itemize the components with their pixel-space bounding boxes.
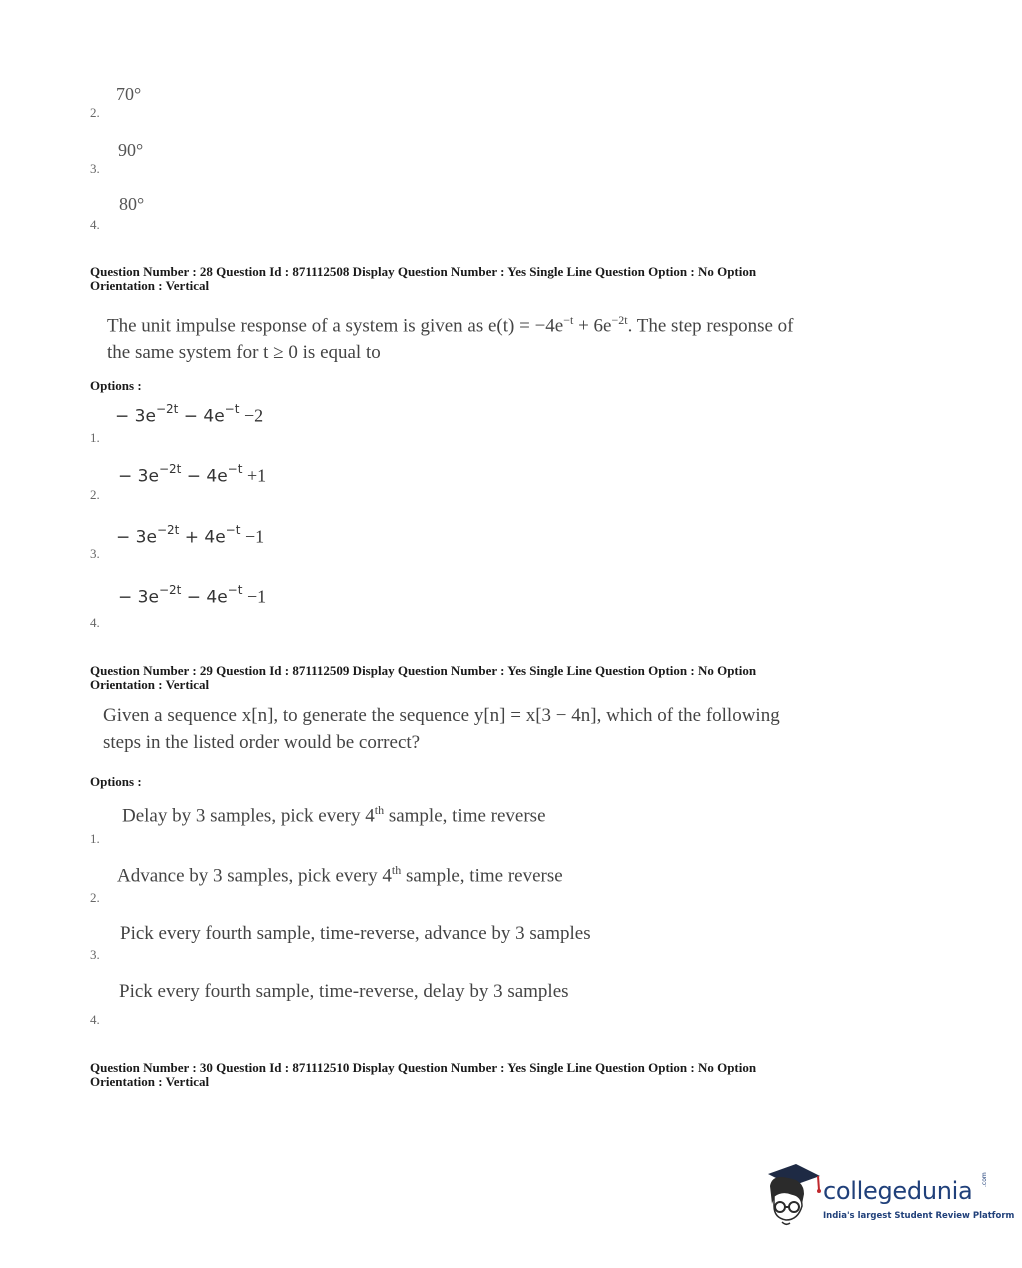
- logo-wordmark: collegedunia: [823, 1177, 973, 1205]
- q28-option-2-number: 2.: [90, 487, 100, 502]
- option-text: sample, time reverse: [401, 865, 563, 887]
- option-exponent: −t: [224, 402, 240, 416]
- option-text: Advance by 3 samples, pick every 4: [117, 865, 392, 887]
- q29-option-2: [117, 863, 563, 887]
- q29-option-1: [122, 803, 546, 827]
- option-term: − 4e: [178, 406, 225, 427]
- option-term: − 3e: [116, 527, 157, 548]
- prev-option-3-number: 3.: [90, 161, 100, 176]
- prev-option-4-value: 80°: [119, 194, 145, 214]
- q28-option-4: [118, 585, 266, 608]
- prev-option-3-value: 90°: [118, 140, 144, 160]
- q28-option-1: [115, 404, 263, 427]
- option-exponent: −2t: [156, 523, 180, 537]
- prev-option-2-value: 70°: [116, 84, 142, 104]
- q28-text-part: The unit impulse response of a system is given as e(t) = −4e: [107, 315, 564, 337]
- q28-exponent-1: −t: [563, 313, 574, 327]
- q29-text-line1: Given a sequence x[n], to generate the sequence y[n] = x[3 − 4n], which of the following: [103, 705, 780, 726]
- q28-option-4-number: 4.: [90, 615, 100, 630]
- option-term: − 3e: [118, 587, 159, 608]
- q28-header-line1: Question Number : 28 Question Id : 871112508 Display Question Number : Yes Single Line Question Option : No Option: [90, 264, 757, 279]
- q29-option-2-number: 2.: [90, 890, 100, 905]
- option-term: −1: [240, 526, 265, 547]
- q28-option-3: [116, 525, 264, 548]
- prev-option-2-number: 2.: [90, 105, 100, 120]
- logo-suffix: .com: [981, 1172, 988, 1187]
- q29-option-1-number: 1.: [90, 831, 100, 846]
- q29-header: [90, 664, 890, 692]
- q29-option-4-number: 4.: [90, 1012, 100, 1027]
- q29-question-text: [103, 702, 923, 756]
- option-exponent: −2t: [158, 583, 182, 597]
- q29-header-line1: Question Number : 29 Question Id : 871112509 Display Question Number : Yes Single Line Question Option : No Option: [90, 663, 757, 678]
- option-exponent: −2t: [155, 402, 179, 416]
- q28-text-part: + 6e: [573, 315, 612, 337]
- option-exponent: −t: [227, 462, 243, 476]
- option-term: − 3e: [118, 466, 159, 487]
- q28-header: [90, 265, 890, 293]
- option-exponent: −t: [227, 583, 243, 597]
- q28-option-1-number: 1.: [90, 430, 100, 445]
- option-superscript: th: [374, 803, 385, 817]
- option-term: − 4e: [181, 587, 228, 608]
- option-term: +1: [242, 465, 267, 486]
- option-text: Delay by 3 samples, pick every 4: [122, 805, 375, 827]
- option-term: −2: [239, 405, 264, 426]
- q29-header-line2: Orientation : Vertical: [90, 677, 210, 692]
- option-text: Pick every fourth sample, time-reverse, delay by 3 samples: [119, 981, 569, 1002]
- option-text: Pick every fourth sample, time-reverse, advance by 3 samples: [120, 923, 591, 944]
- option-term: + 4e: [179, 527, 226, 548]
- prev-option-4-number: 4.: [90, 217, 100, 232]
- q28-text-line1: [107, 307, 927, 339]
- q28-exponent-2: −2t: [611, 313, 628, 327]
- q30-header-line1: Question Number : 30 Question Id : 871112510 Display Question Number : Yes Single Line Question Option : No Option: [90, 1060, 757, 1075]
- option-exponent: −2t: [158, 462, 182, 476]
- logo-tagline: India's largest Student Review Platform: [823, 1211, 1015, 1221]
- q29-option-4: [119, 981, 569, 1003]
- q28-header-line2: Orientation : Vertical: [90, 278, 210, 293]
- q28-question-text: [107, 307, 927, 366]
- student-mascot-icon: [762, 1160, 822, 1230]
- q29-text-line2: steps in the listed order would be correct?: [103, 732, 421, 753]
- q28-options-label: Options :: [90, 378, 142, 393]
- option-text: sample, time reverse: [384, 805, 546, 827]
- option-superscript: th: [391, 863, 402, 877]
- q28-text-line2: the same system for t ≥ 0 is equal to: [107, 342, 381, 364]
- option-exponent: −t: [225, 523, 241, 537]
- option-term: − 4e: [181, 466, 228, 487]
- q28-option-3-number: 3.: [90, 546, 100, 561]
- q28-text-part: . The step response of: [627, 315, 794, 337]
- q29-option-3-number: 3.: [90, 947, 100, 962]
- q29-options-label: Options :: [90, 774, 142, 789]
- option-term: −1: [242, 586, 267, 607]
- q30-header-line2: Orientation : Vertical: [90, 1074, 210, 1089]
- option-term: − 3e: [115, 406, 156, 427]
- q29-option-3: [120, 923, 591, 945]
- q30-header: [90, 1061, 890, 1089]
- q28-option-2: [118, 464, 266, 487]
